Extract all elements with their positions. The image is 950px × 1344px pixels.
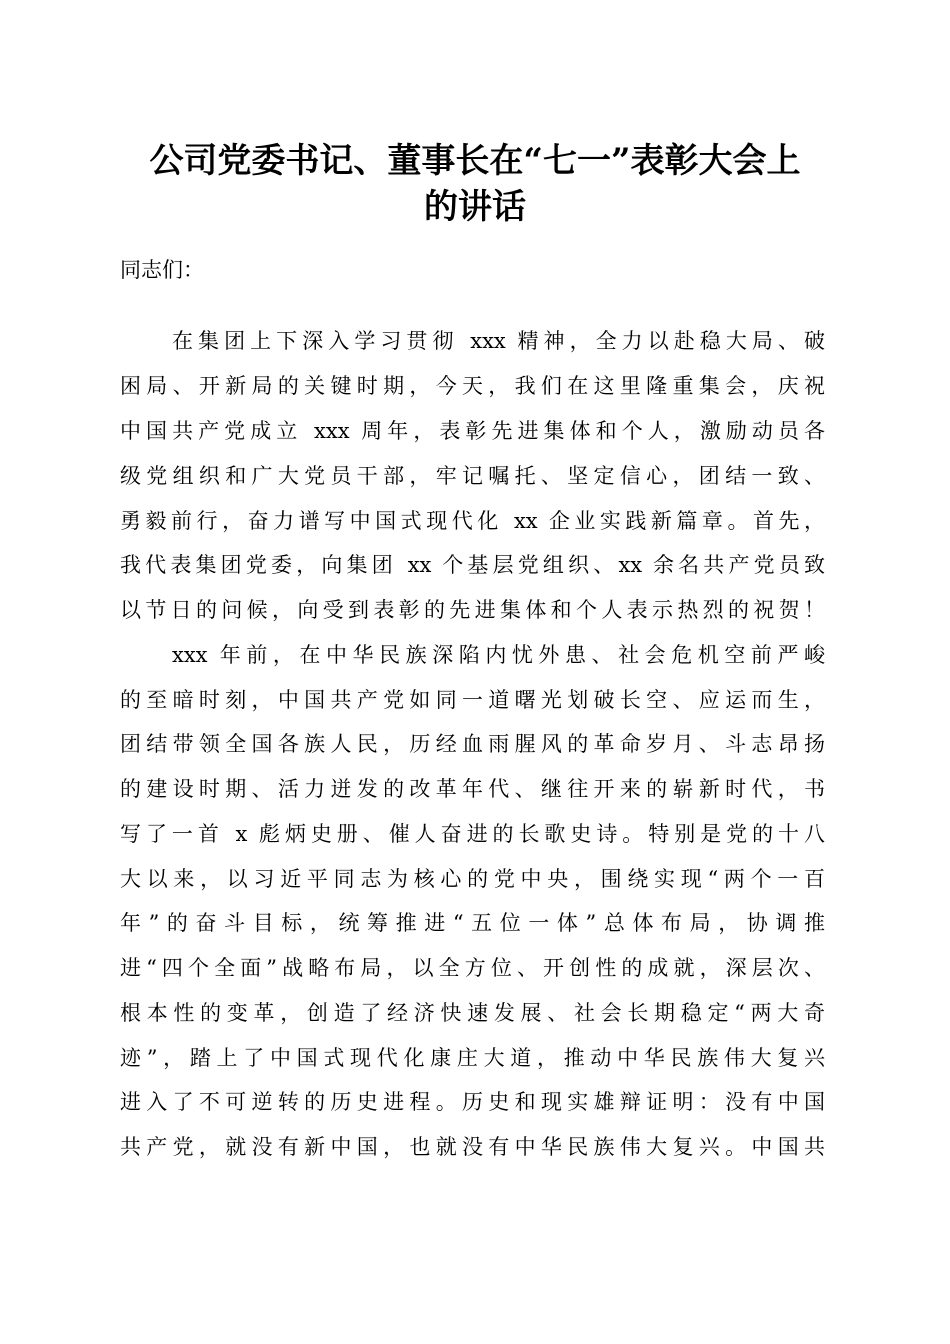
paragraph-line: 进“四个全面”战略布局，以全方位、开创性的成就，深层次、 (120, 956, 825, 980)
paragraph-line: 共产党，就没有新中国，也就没有中华民族伟大复兴。中国共 (120, 1135, 825, 1159)
paragraph-line: 在集团上下深入学习贯彻 xxx 精神，全力以赴稳大局、破 (172, 329, 825, 353)
salutation: 同志们： (120, 258, 204, 282)
paragraph-line: 写了一首 x 彪炳史册、催人奋进的长歌史诗。特别是党的十八 (120, 822, 825, 846)
paragraph-line: 团结带领全国各族人民，历经血雨腥风的革命岁月、斗志昂扬 (120, 732, 825, 756)
document-title-line-1: 公司党委书记、董事长在“七一”表彰大会上 (149, 141, 801, 181)
paragraph-line: 困局、开新局的关键时期，今天，我们在这里隆重集会，庆祝 (120, 374, 825, 398)
paragraph-line: 根本性的变革，创造了经济快速发展、社会长期稳定“两大奇 (120, 1001, 825, 1025)
paragraph-line: 的建设时期、活力迸发的改革年代、继往开来的崭新时代，书 (120, 777, 825, 801)
paragraph-line: 年”的奋斗目标，统筹推进“五位一体”总体布局，协调推 (120, 911, 825, 935)
paragraph-line: 我代表集团党委，向集团 xx 个基层党组织、xx 余名共产党员致 (120, 553, 825, 577)
paragraph-line: 中国共产党成立 xxx 周年，表彰先进集体和个人，激励动员各 (120, 419, 825, 443)
paragraph-line: 级党组织和广大党员干部，牢记嘱托、坚定信心，团结一致、 (120, 464, 825, 488)
paragraph-line: 迹”，踏上了中国式现代化康庄大道，推动中华民族伟大复兴 (120, 1046, 825, 1070)
document-title-line-2: 的讲话 (424, 187, 526, 227)
paragraph-line: xxx 年前，在中华民族深陷内忧外患、社会危机空前严峻 (172, 643, 825, 667)
paragraph-line: 进入了不可逆转的历史进程。历史和现实雄辩证明：没有中国 (120, 1090, 825, 1114)
paragraph-line: 大以来，以习近平同志为核心的党中央，围绕实现“两个一百 (120, 867, 825, 891)
paragraph-line: 勇毅前行，奋力谱写中国式现代化 xx 企业实践新篇章。首先， (120, 509, 825, 533)
paragraph-line: 以节日的问候，向受到表彰的先进集体和个人表示热烈的祝贺！ (120, 598, 825, 622)
paragraph-line: 的至暗时刻，中国共产党如同一道曙光划破长空、应运而生， (120, 688, 825, 712)
